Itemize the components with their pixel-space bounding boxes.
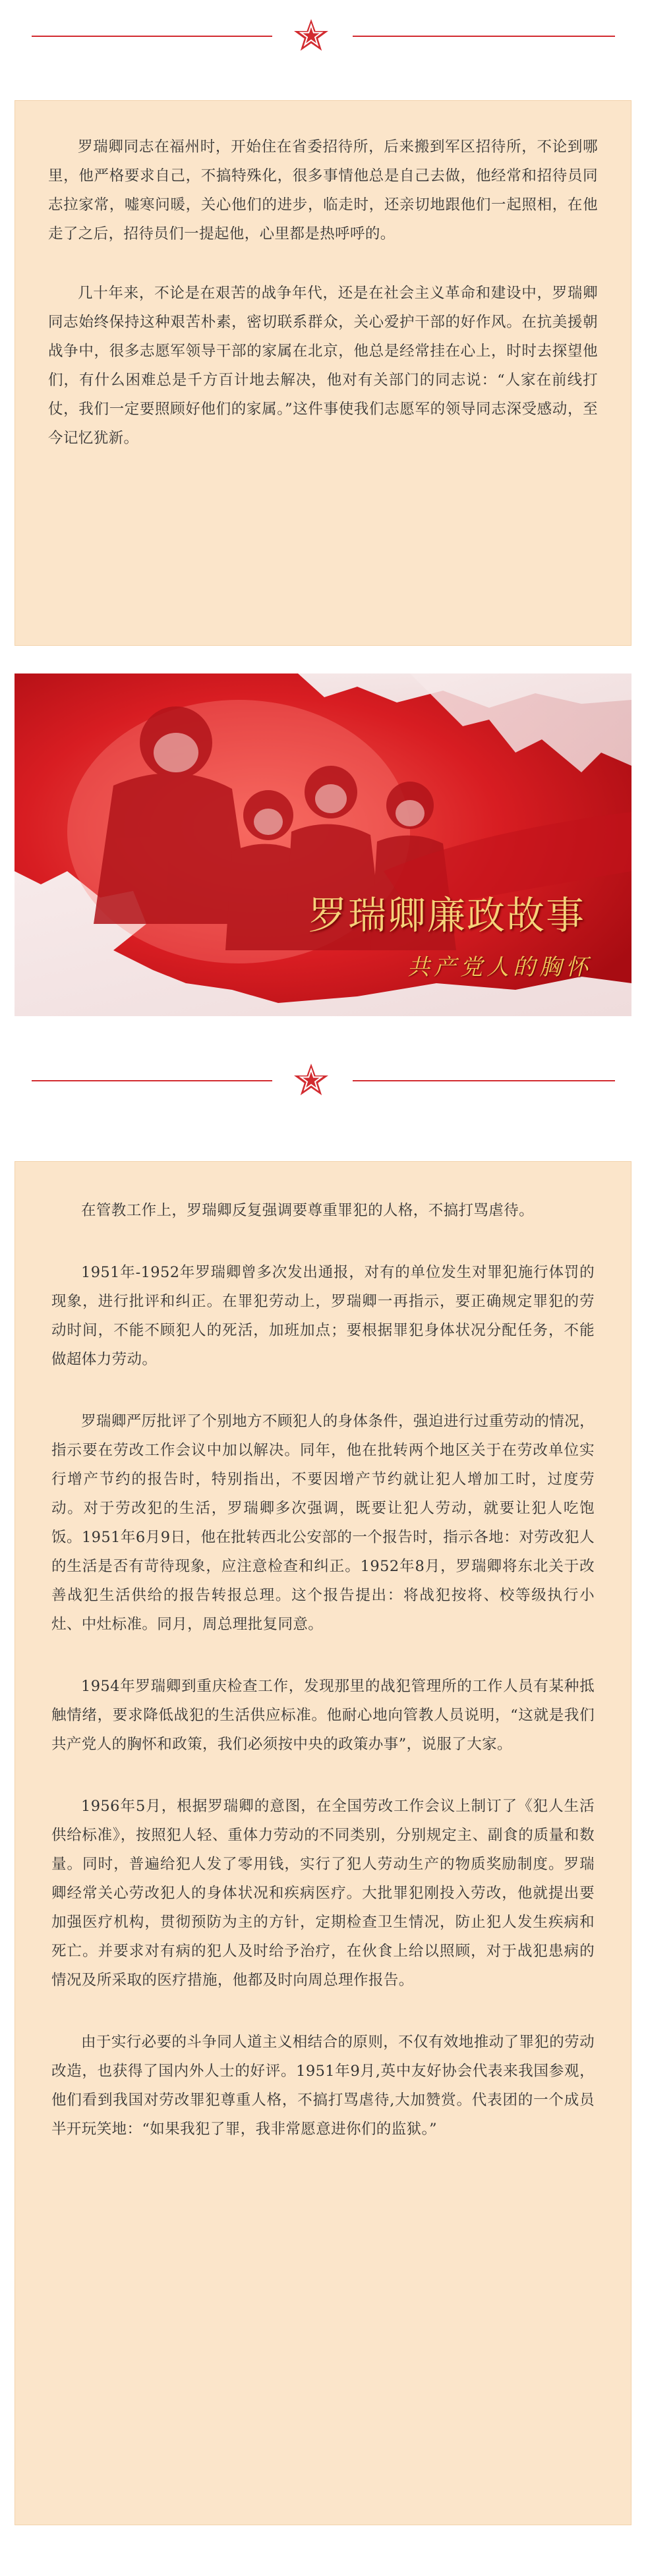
paragraph: 1954年罗瑞卿到重庆检查工作，发现那里的战犯管理所的工作人员有某种抵触情绪，要求降低战犯的生活供应标准。他耐心地向管教人员说明，“这就是我们共产党人的胸怀和政策，我们必须按中央的政策办事”，说服了大家。 — [51, 1678, 595, 1753]
paragraph: 罗瑞卿同志在福州时，开始住在省委招待所，后来搬到军区招待所，不论到哪里，他严格要求自己，不搞特殊化，很多事情他总是自己去做，他经常和招待员同志拉家常，嘘寒问暖，关心他们的进步，临走时，还亲切地跟他们一起照相，在他走了之后，招待员们一提起他，心里都是热呼呼的。 — [48, 138, 598, 243]
paragraph: 罗瑞卿严厉批评了个别地方不顾犯人的身体条件，强迫进行过重劳动的情况，指示要在劳改工作会议中加以解决。同年，他在批转两个地区关于在劳改单位实行增产节约的报告时，特别指出，不要因增产节约就让犯人增加工时，过度劳动。对于劳改犯的生活，罗瑞卿多次强调，既要让犯人劳动，就要让犯人吃饱饭。1951年6月9日，他在批转西北公安部的一个报告时，指示各地：对劳改犯人的生活是否有苛待现象，应注意检查和纠正。1952年8月，罗瑞卿将东北关于改善战犯生活供给的报告转报总理。这个报告提出：将战犯按将、校等级执行小灶、中灶标准。同月，周总理批复同意。 — [51, 1413, 595, 1633]
divider-line-right — [353, 1080, 615, 1081]
banner-title: 罗瑞卿廉政故事 — [308, 893, 585, 938]
top-divider — [0, 23, 646, 49]
paragraph: 1956年5月，根据罗瑞卿的意图，在全国劳改工作会议上制订了《犯人生活供给标准》，按照犯人轻、重体力劳动的不同类别，分别规定主、副食的质量和数量。同时，普遍给犯人发了零用钱，实行了犯人劳动生产的物质奖励制度。罗瑞卿经常关心劳改犯人的身体状况和疾病医疗。大批罪犯刚投入劳改，他就提出要加强医疗机构，贯彻预防为主的方针，定期检查卫生情况，防止犯人发生疾病和死亡。并要求对有病的犯人及时给予治疗，在伙食上给以照顾，对于战犯患病的情况及所采取的医疗措施，他都及时向周总理作报告。 — [51, 1798, 595, 1989]
divider-line-left — [32, 1080, 272, 1081]
story-card-1 — [15, 100, 631, 646]
banner-subtitle: 共产党人的胸怀 — [407, 954, 592, 981]
red-star-icon — [293, 1062, 330, 1099]
story-card-2 — [15, 1161, 631, 2525]
paragraph: 几十年来，不论是在艰苦的战争年代，还是在社会主义革命和建设中，罗瑞卿同志始终保持这种艰苦朴素，密切联系群众，关心爱护干部的好作风。在抗美援朝战争中，很多志愿军领导干部的家属在北京，他总是经常挂在心上，时时去探望他们，有什么困难总是千方百计地去解决，他对有关部门的同志说：“人家在前线打仗，我们一定要照顾好他们的家属。”这件事使我们志愿军的领导同志深受感动，至今记忆犹新。 — [48, 285, 598, 447]
paragraph: 由于实行必要的斗争同人道主义相结合的原则，不仅有效地推动了罪犯的劳动改造，也获得了国内外人士的好评。1951年9月,英中友好协会代表来我国参观，他们看到我国对劳改罪犯尊重人格，不搞打骂虐待,大加赞赏。代表团的一个成员半开玩笑地：“如果我犯了罪，我非常愿意进你们的监狱。” — [51, 2034, 595, 2138]
red-star-icon — [293, 18, 330, 55]
divider-line-right — [353, 36, 615, 37]
divider-line-left — [32, 36, 272, 37]
middle-divider — [0, 1068, 646, 1094]
story-banner — [15, 673, 631, 1016]
paragraph: 在管教工作上，罗瑞卿反复强调要尊重罪犯的人格，不搞打骂虐待。 — [81, 1202, 535, 1219]
paragraph: 1951年-1952年罗瑞卿曾多次发出通报，对有的单位发生对罪犯施行体罚的现象，进行批评和纠正。在罪犯劳动上，罗瑞卿一再指示，要正确规定罪犯的劳动时间，不能不顾犯人的死活，加班加点；要根据罪犯身体状况分配任务，不能做超体力劳动。 — [51, 1264, 595, 1368]
